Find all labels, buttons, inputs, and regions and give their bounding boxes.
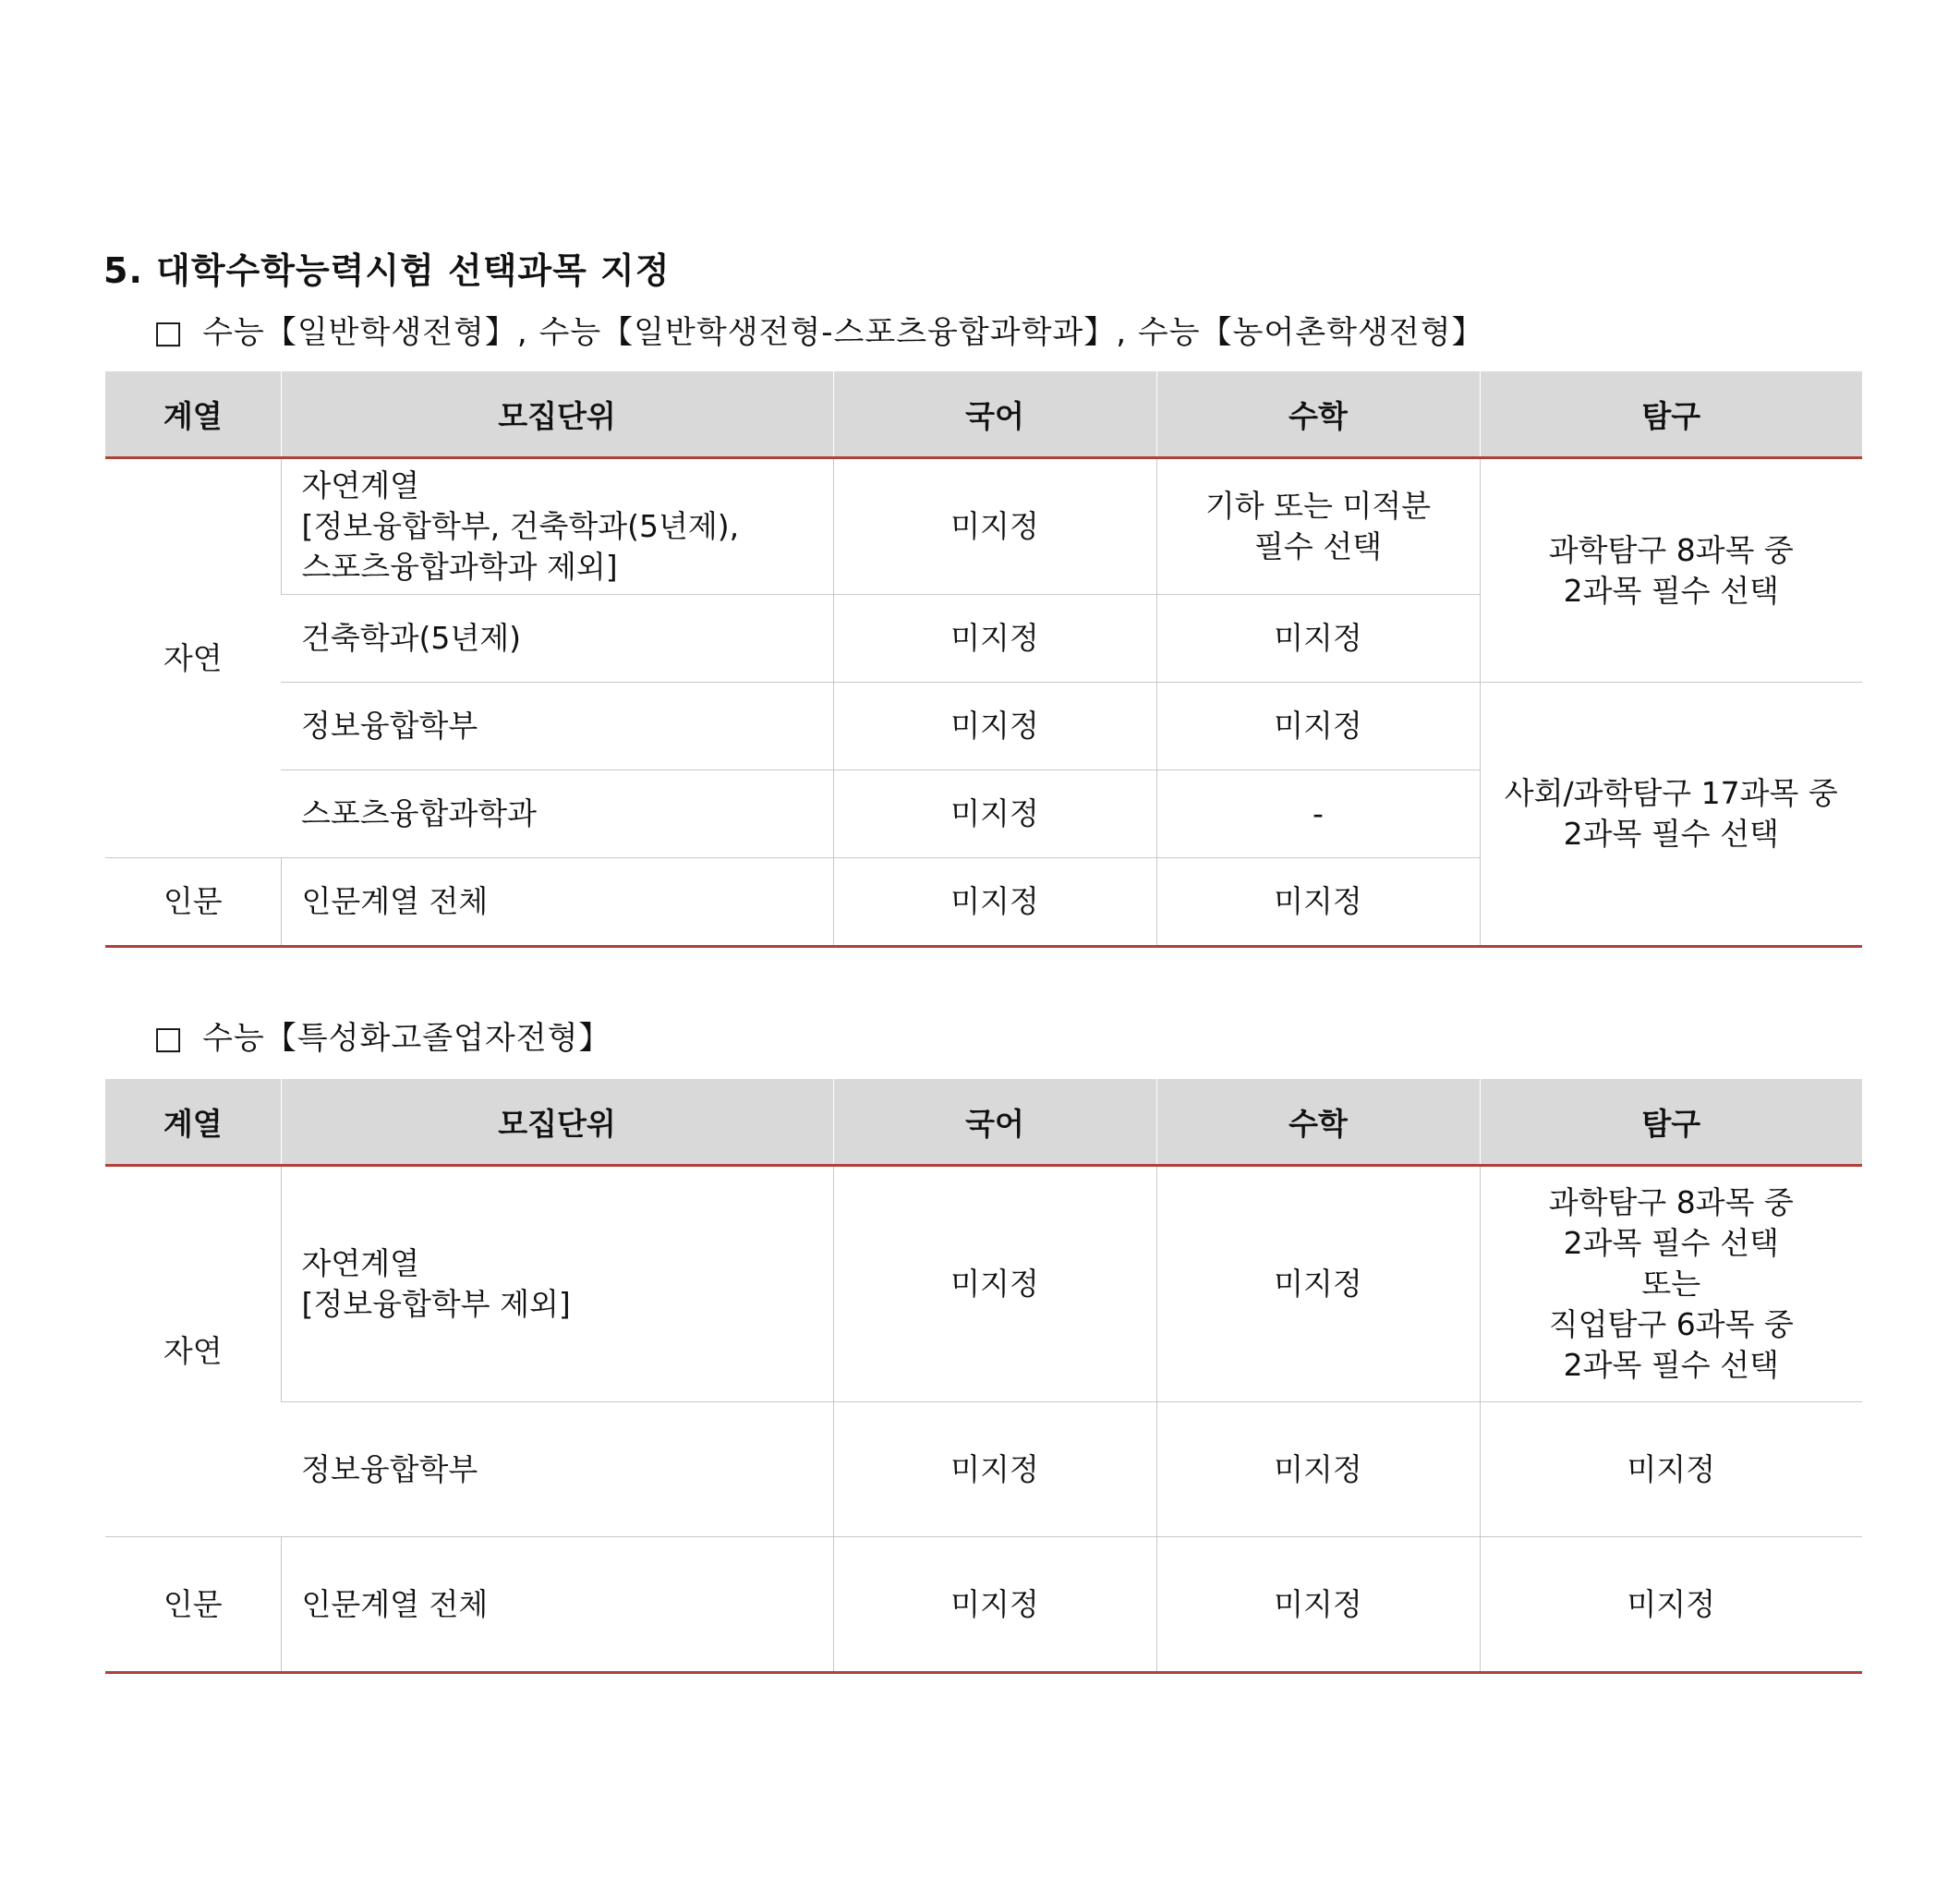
inquiry-cell: 과학탐구 8과목 중 2과목 필수 선택 <box>1480 458 1862 683</box>
category-cell: 자연 <box>105 458 281 858</box>
math-cell: 미지정 <box>1156 1537 1480 1673</box>
inquiry-cell: 미지정 <box>1480 1402 1862 1537</box>
category-cell: 인문 <box>105 1537 281 1673</box>
header-math: 수학 <box>1156 371 1480 458</box>
unit-cell: 정보융합학부 <box>281 1402 833 1537</box>
header-category: 계열 <box>105 1079 281 1166</box>
korean-cell: 미지정 <box>833 858 1156 947</box>
table-header-row <box>105 371 1862 458</box>
section1-heading <box>153 307 1483 352</box>
math-cell: 미지정 <box>1156 1166 1480 1402</box>
math-cell: 미지정 <box>1156 1402 1480 1537</box>
unit-cell: 인문계열 전체 <box>281 1537 833 1673</box>
unit-cell: 스포츠융합과학과 <box>281 770 833 858</box>
section1-heading-text: 수능【일반학생전형】, 수능【일반학생전형-스포츠융합과학과】, 수능【농어촌학생전형】 <box>202 314 1484 351</box>
table-row <box>105 1166 1862 1402</box>
korean-cell: 미지정 <box>833 458 1156 595</box>
checkbox-square-icon: □ <box>153 1020 185 1057</box>
table-row <box>105 683 1862 770</box>
section2-heading <box>153 1012 611 1058</box>
inquiry-cell: 사회/과학탐구 17과목 중 2과목 필수 선택 <box>1480 683 1862 947</box>
korean-cell: 미지정 <box>833 683 1156 770</box>
math-cell: 미지정 <box>1156 683 1480 770</box>
checkbox-square-icon: □ <box>153 314 185 351</box>
math-cell: 미지정 <box>1156 595 1480 683</box>
math-cell: 미지정 <box>1156 858 1480 947</box>
category-cell: 자연 <box>105 1166 281 1537</box>
unit-cell: 자연계열 [정보융합학부 제외] <box>281 1166 833 1402</box>
header-korean: 국어 <box>833 1079 1156 1166</box>
section2-table <box>105 1079 1862 1674</box>
table-row <box>105 458 1862 595</box>
header-math: 수학 <box>1156 1079 1480 1166</box>
inquiry-cell: 미지정 <box>1480 1537 1862 1673</box>
header-inquiry: 탐구 <box>1480 371 1862 458</box>
header-unit: 모집단위 <box>281 1079 833 1166</box>
korean-cell: 미지정 <box>833 1166 1156 1402</box>
header-category: 계열 <box>105 371 281 458</box>
section2-heading-text: 수능【특성화고졸업자전형】 <box>202 1020 611 1057</box>
section1-table <box>105 371 1862 948</box>
page-title: 5. 대학수학능력시험 선택과목 지정 <box>103 250 671 291</box>
math-cell: - <box>1156 770 1480 858</box>
korean-cell: 미지정 <box>833 1402 1156 1537</box>
korean-cell: 미지정 <box>833 595 1156 683</box>
korean-cell: 미지정 <box>833 1537 1156 1673</box>
header-unit: 모집단위 <box>281 371 833 458</box>
unit-cell: 자연계열 [정보융합학부, 건축학과(5년제), 스포츠융합과학과 제외] <box>281 458 833 595</box>
korean-cell: 미지정 <box>833 770 1156 858</box>
header-inquiry: 탐구 <box>1480 1079 1862 1166</box>
unit-cell: 건축학과(5년제) <box>281 595 833 683</box>
unit-cell: 정보융합학부 <box>281 683 833 770</box>
table-row <box>105 1537 1862 1673</box>
table-header-row <box>105 1079 1862 1166</box>
unit-cell: 인문계열 전체 <box>281 858 833 947</box>
table-row <box>105 1402 1862 1537</box>
category-cell: 인문 <box>105 858 281 947</box>
inquiry-cell: 과학탐구 8과목 중 2과목 필수 선택 또는 직업탐구 6과목 중 2과목 필수 선택 <box>1480 1166 1862 1402</box>
header-korean: 국어 <box>833 371 1156 458</box>
math-cell: 기하 또는 미적분 필수 선택 <box>1156 458 1480 595</box>
